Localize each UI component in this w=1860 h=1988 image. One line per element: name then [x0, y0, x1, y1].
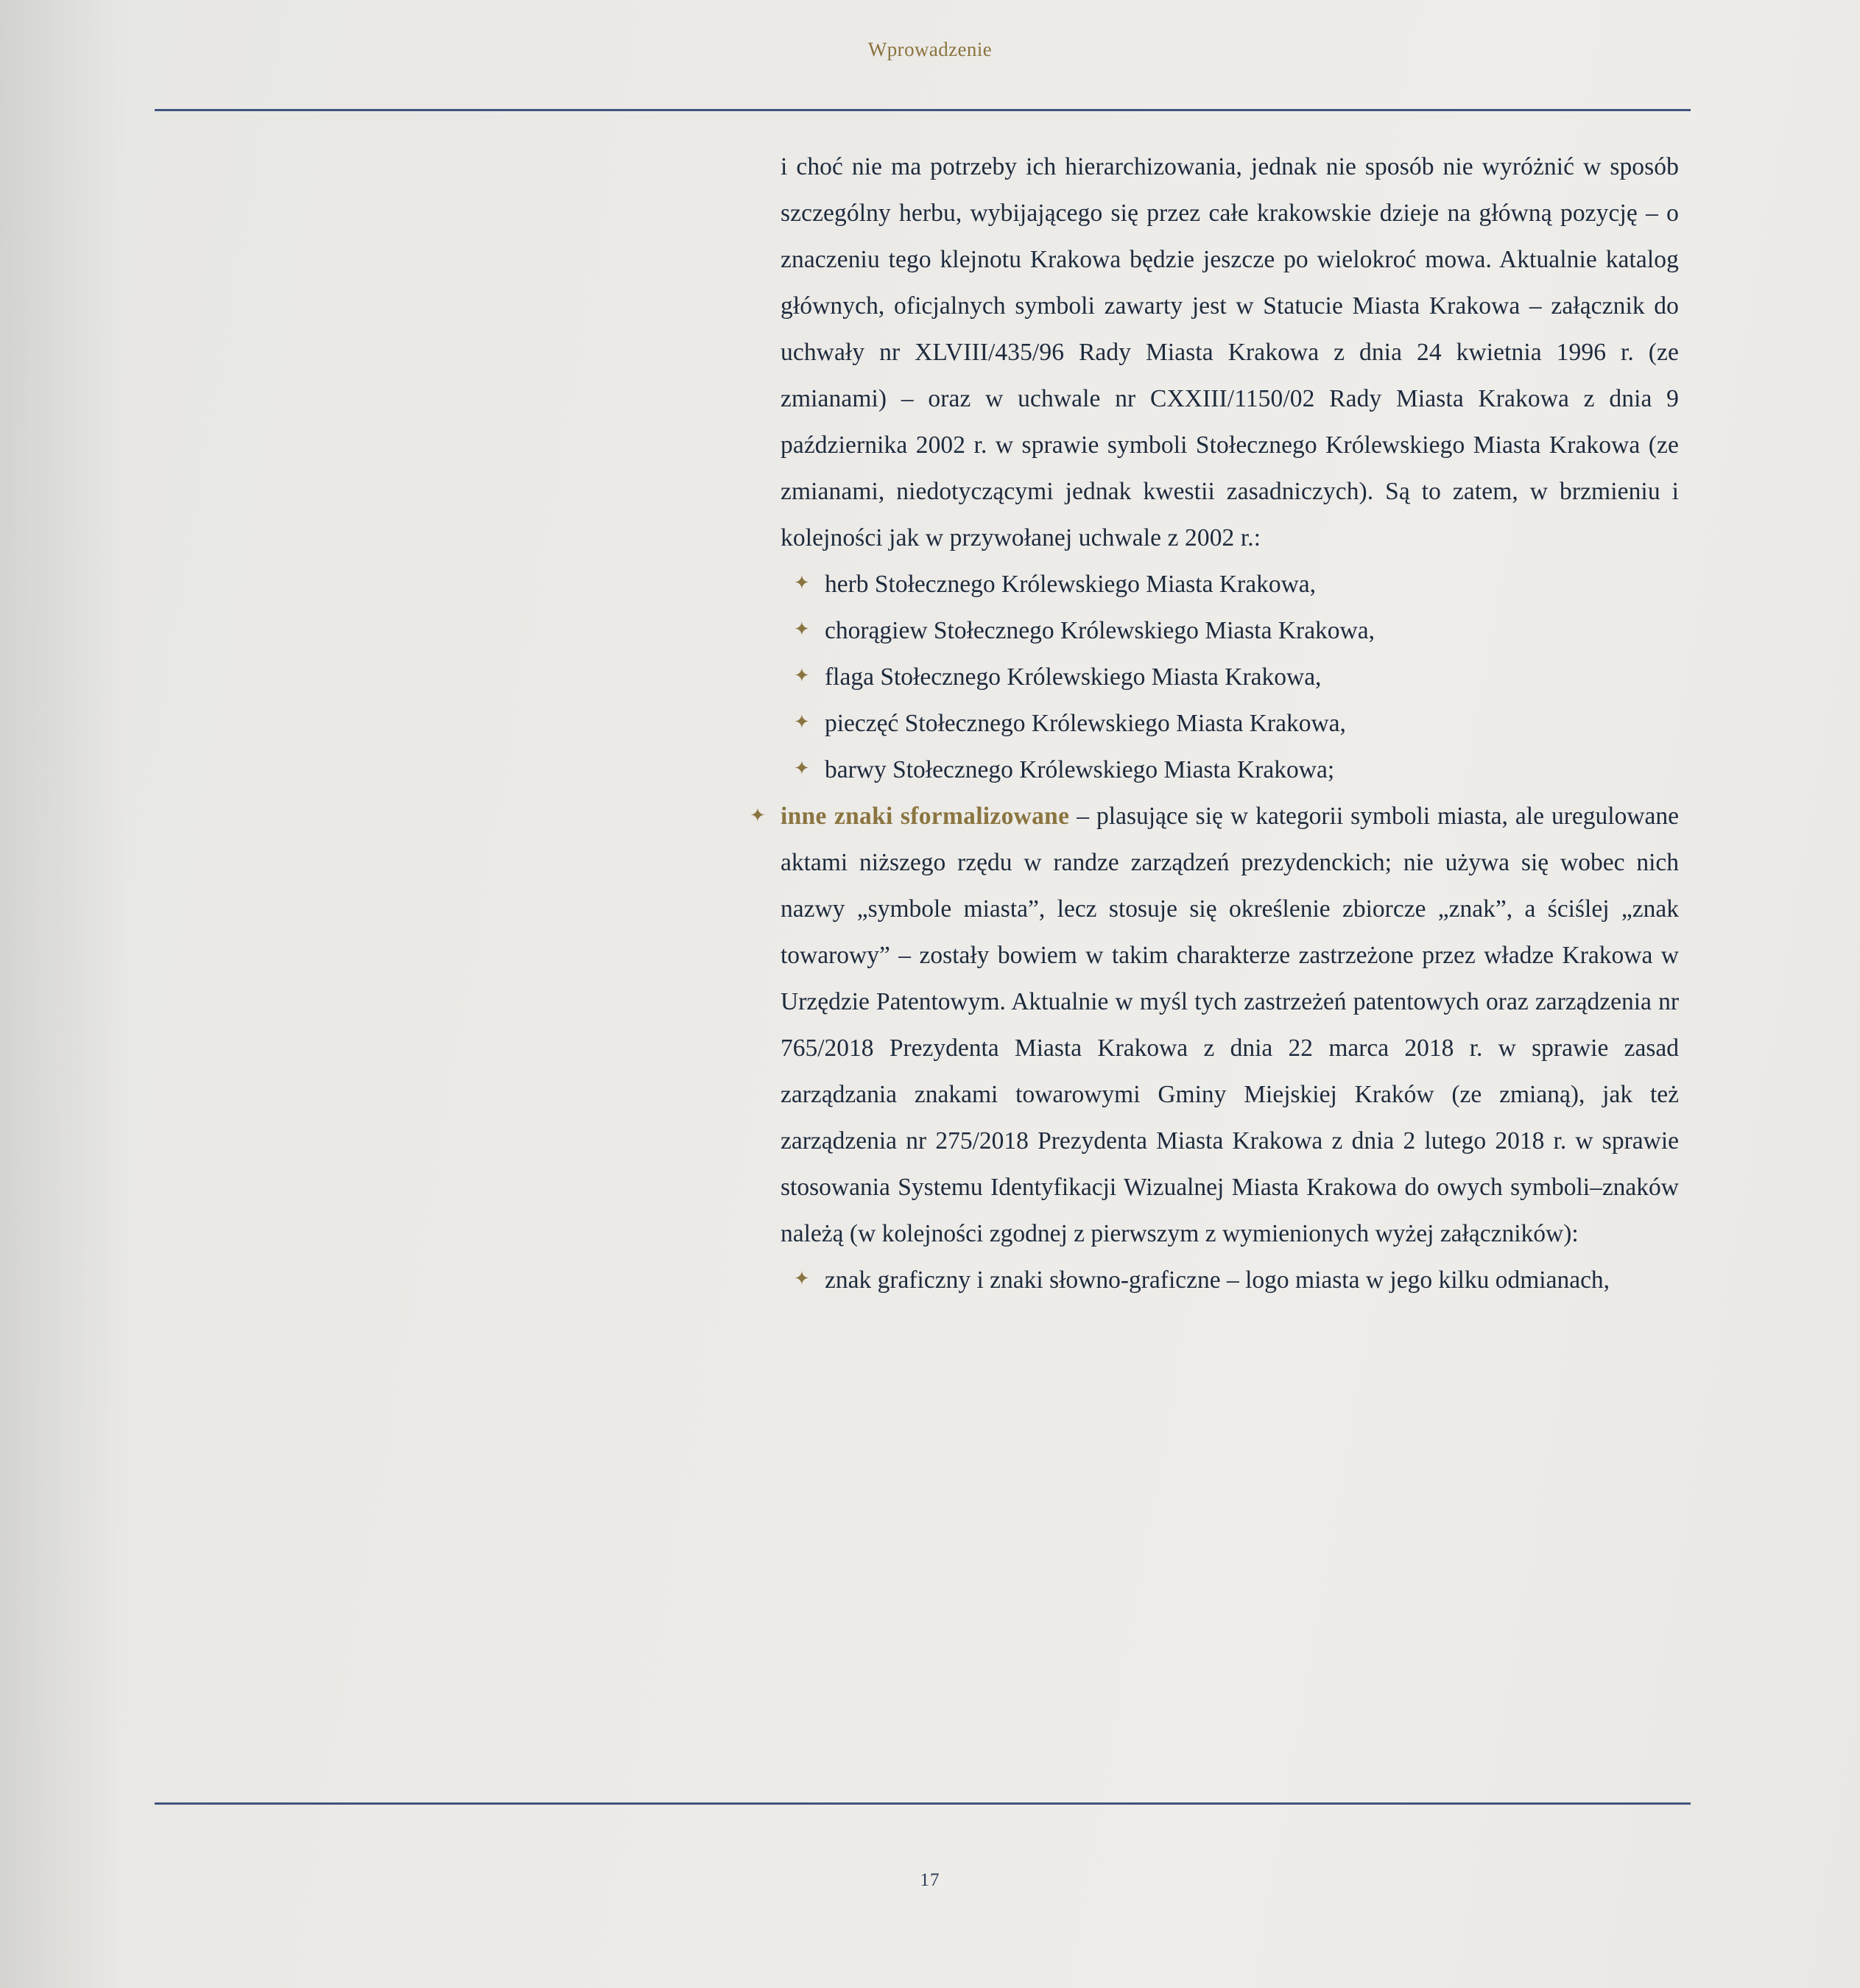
- list-item: [781, 607, 1679, 654]
- bullet-icon: ✦: [794, 1268, 810, 1289]
- marks-list: [781, 1257, 1679, 1303]
- outer-list-item-body: – plasujące się w kategorii symboli miasta, ale uregulowane aktami niższego rzędu w randze zarządzeń prezydenckich; nie używa się wobec nich nazwy „symbole miasta”, lecz stosuje się określenie zbiorcze „znak”, a ściślej „znak towarowy” – zostały bowiem w takim charakterze zastrzeżone przez władze Krakowa w Urzędzie Patentowym. Aktualnie w myśl tych zastrzeżeń patentowych oraz zarządzenia nr 765/2018 Prezydenta Miasta Krakowa z dnia 22 marca 2018 r. w sprawie zasad zarządzania znakami towarowymi Gminy Miejskiej Kraków (ze zmianą), jak też zarządzenia nr 275/2018 Prezydenta Miasta Krakowa z dnia 2 lutego 2018 r. w sprawie stosowania Systemu Identyfikacji Wizualnej Miasta Krakowa do owych symboli–znaków należą (w kolejności zgodnej z pierwszym z wymienionych wyżej załączników):: [781, 803, 1679, 1247]
- outer-list-item-text: [781, 793, 1679, 1257]
- bullet-icon: ✦: [794, 665, 810, 686]
- list-item-label: herb Stołecznego Królewskiego Miasta Krakowa,: [825, 571, 1317, 598]
- page-number: 17: [920, 1870, 940, 1890]
- list-item-label: pieczęć Stołecznego Królewskiego Miasta Krakowa,: [825, 710, 1346, 737]
- outer-list-item-lead: inne znaki sformalizowane: [781, 803, 1070, 830]
- page-body: [750, 144, 1679, 1303]
- running-head: Wprowadzenie: [867, 38, 993, 60]
- list-item-label: chorągiew Stołecznego Królewskiego Miasta Krakowa,: [825, 617, 1375, 644]
- footer-rule: [155, 1802, 1691, 1805]
- bullet-icon: ✦: [794, 711, 810, 733]
- list-item: [781, 561, 1679, 607]
- symbols-list: [781, 561, 1679, 793]
- list-item-label: znak graficzny i znaki słowno-graficzne – logo miasta w jego kilku odmianach,: [825, 1266, 1610, 1294]
- bullet-icon: ✦: [794, 618, 810, 640]
- bullet-icon: ✦: [750, 805, 766, 826]
- bullet-icon: ✦: [794, 758, 810, 779]
- bullet-icon: ✦: [794, 572, 810, 593]
- header-rule: [155, 109, 1691, 111]
- list-item-label: barwy Stołecznego Królewskiego Miasta Krakowa;: [825, 756, 1335, 783]
- list-item: [781, 700, 1679, 747]
- list-item: [781, 1257, 1679, 1303]
- list-item-label: flaga Stołecznego Królewskiego Miasta Krakowa,: [825, 663, 1322, 691]
- list-item: [781, 747, 1679, 793]
- outer-list-item: [750, 793, 1679, 1257]
- paragraph-continuation: i choć nie ma potrzeby ich hierarchizowania, jednak nie sposób nie wyróżnić w sposób szczególny herbu, wybijającego się przez całe krakowskie dzieje na główną pozycję – o znaczeniu tego klejnotu Krakowa będzie jeszcze po wielokroć mowa. Aktualnie katalog głównych, oficjalnych symboli zawarty jest w Statucie Miasta Krakowa – załącznik do uchwały nr XLVIII/435/96 Rady Miasta Krakowa z dnia 24 kwietnia 1996 r. (ze zmianami) – oraz w uchwale nr CXXIII/1150/02 Rady Miasta Krakowa z dnia 9 października 2002 r. w sprawie symboli Stołecznego Królewskiego Miasta Krakowa (ze zmianami, niedotyczącymi jednak kwestii zasadniczych). Są to zatem, w brzmieniu i kolejności jak w przywołanej uchwale z 2002 r.:: [781, 153, 1679, 551]
- list-item: [781, 654, 1679, 700]
